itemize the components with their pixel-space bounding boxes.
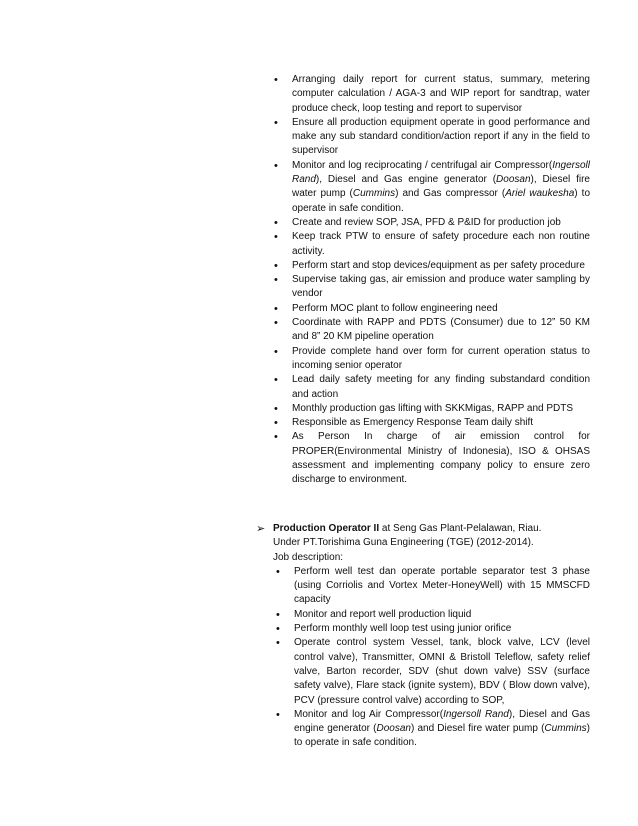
- list-item-text: Perform MOC plant to follow engineering need: [292, 302, 498, 314]
- list-item: [272, 273, 590, 302]
- list-item-text: ) to operate in safe condition.: [294, 723, 590, 749]
- brand-name: Ingersoll Rand: [292, 159, 590, 186]
- list-item: [272, 316, 590, 345]
- list-item: [274, 622, 590, 636]
- brand-name: Cummins: [352, 188, 396, 200]
- top-bullet-list: [272, 73, 590, 488]
- list-item: [272, 159, 590, 216]
- list-item: [272, 259, 590, 273]
- job-location: at Seng Gas Plant-Pelalawan, Riau.: [379, 523, 542, 534]
- list-item-text: Arranging daily report for current status, summary, metering computer calculation / AGA-3 and WIP report for sandtrap, water produce check, loop testing and report to supervisor: [292, 74, 590, 114]
- list-item-text: Monitor and report well production liquid: [294, 608, 472, 620]
- experience-section: [256, 522, 590, 751]
- list-item-text: ), Diesel and Gas engine generator (: [294, 708, 590, 735]
- list-item: [272, 345, 590, 374]
- job-company: Under PT.Torishima Guna Engineering (TGE) (2012-2014).: [273, 537, 534, 549]
- brand-name: Ingersoll Rand: [443, 708, 509, 720]
- list-item-text: Provide complete hand over form for current operation status to incoming senior operator: [292, 345, 590, 371]
- list-item-text: ) to operate in safe condition.: [292, 188, 591, 214]
- list-item-text: ) and Gas compressor (: [395, 188, 506, 200]
- list-item-text: Lead daily safety meeting for any finding substandard condition and action: [292, 374, 590, 400]
- brand-name: Doosan: [376, 723, 411, 735]
- job-title-line: [273, 522, 590, 536]
- list-item: [274, 565, 590, 608]
- list-item: [272, 416, 590, 430]
- list-item-text: Responsible as Emergency Response Team daily shift: [292, 417, 534, 429]
- list-item: [274, 636, 590, 707]
- list-item: [272, 373, 590, 402]
- list-item: [272, 73, 590, 116]
- list-item-text: ), Diesel fire water pump (: [292, 174, 590, 200]
- list-item-text: Operate control system Vessel, tank, block valve, LCV (level control valve), Transmitter, OMNI & Bristoll Teleflow, safety relief valve, Barton recorder, SDV (shut down valve) SSV (surface safety valve), Flare stack (ignite system), BDV ( Blow down valve), PCV (pressure control valve) according to SOP,: [294, 637, 590, 706]
- list-item: [272, 430, 590, 487]
- list-item-text: Perform start and stop devices/equipment as per safety procedure: [292, 259, 585, 271]
- list-item: [272, 402, 590, 416]
- job-description-label: Job description:: [273, 551, 344, 563]
- list-item-text: Keep track PTW to ensure of safety procedure each non routine activity.: [292, 231, 590, 257]
- list-item: [272, 216, 590, 230]
- responsibilities-list-top: [272, 73, 590, 488]
- list-item-text: Perform well test dan operate portable separator test 3 phase (using Corriolis and Vortex Meter-HoneyWell) with 15 MMSCFD capacity: [294, 565, 590, 606]
- list-item-text: ), Diesel and Gas engine generator (: [315, 174, 497, 186]
- list-item-text: Ensure all production equipment operate in good performance and make any sub standard condition/action report if any in the field to supervisor: [292, 116, 590, 157]
- list-item-text: Monitor and log Air Compressor(: [294, 708, 444, 720]
- list-item-text: ) and Diesel fire water pump (: [410, 723, 545, 735]
- job-role: Production Operator II: [273, 523, 380, 534]
- list-item-text: Perform monthly well loop test using junior orifice: [294, 623, 512, 635]
- brand-name: Ariel waukesha: [505, 188, 575, 200]
- list-item: [272, 302, 590, 316]
- list-item-text: Create and review SOP, JSA, PFD & P&ID for production job: [292, 216, 561, 228]
- list-item-text: Supervise taking gas, air emission and produce water sampling by vendor: [292, 274, 590, 300]
- brand-name: Doosan: [496, 174, 531, 186]
- job-bullet-list: [274, 565, 590, 751]
- list-item: [274, 608, 590, 622]
- list-item: [272, 116, 590, 159]
- list-item: [274, 708, 590, 751]
- list-item-text: Coordinate with RAPP and PDTS (Consumer) due to 12” 50 KM and 8” 20 KM pipeline operation: [292, 317, 590, 343]
- list-item-text: As Person In charge of air emission control for PROPER(Environmental Ministry of Indonesia), ISO & OHSAS assessment and implementing company policy to ensure zero discharge to environment.: [292, 431, 590, 486]
- arrow-bullet-icon: ➢: [256, 523, 266, 535]
- list-item-text: Monitor and log reciprocating / centrifugal air Compressor(: [292, 159, 553, 171]
- brand-name: Cummins: [544, 723, 587, 735]
- list-item: [272, 230, 590, 259]
- experience-section-body: [256, 522, 590, 751]
- list-item-text: Monthly production gas lifting with SKKMigas, RAPP and PDTS: [292, 402, 574, 414]
